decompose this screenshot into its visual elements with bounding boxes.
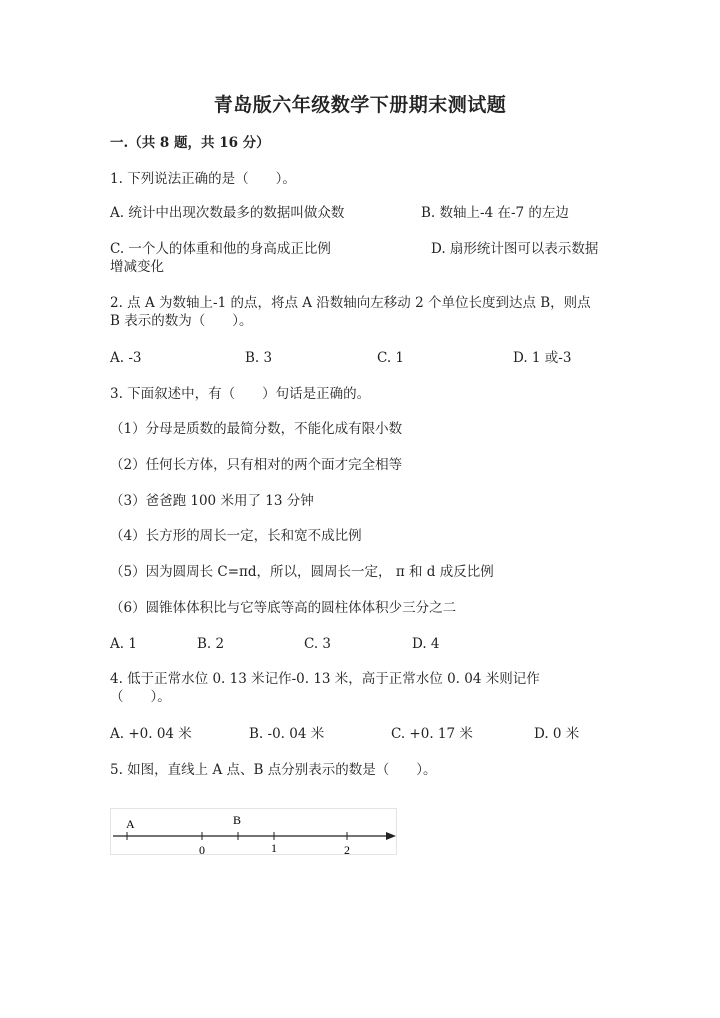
q3-option-a: A. 1 — [110, 636, 137, 652]
q2-option-b: B. 3 — [245, 350, 273, 366]
section-header: 一.（共 8 题，共 16 分） — [110, 135, 270, 151]
q3-statement-4: （4）长方形的周长一定，长和宽不成比例 — [110, 528, 362, 544]
label-b: B — [233, 813, 242, 827]
arrow-head-icon — [386, 832, 396, 840]
q4-option-d: D. 0 米 — [534, 726, 580, 742]
tick-label-0: 0 — [199, 843, 205, 857]
number-line-figure — [110, 808, 400, 862]
number-line-svg — [110, 808, 400, 858]
page-title: 青岛版六年级数学下册期末测试题 — [213, 94, 507, 116]
q3-option-c: C. 3 — [304, 636, 332, 652]
q1-option-c: C. 一个人的体重和他的身高成正比例 — [110, 241, 331, 257]
label-a: A — [126, 817, 135, 831]
q3-option-b: B. 2 — [197, 636, 225, 652]
q3-statement-1: （1）分母是质数的最简分数，不能化成有限小数 — [110, 421, 403, 437]
q2-stem-line1: 2. 点 A 为数轴上-1 的点，将点 A 沿数轴向左移动 2 个单位长度到达点 B，则点 — [110, 295, 591, 311]
q1-option-d: D. 扇形统计图可以表示数据 — [431, 241, 599, 257]
q3-stem: 3. 下面叙述中，有（ ）句话是正确的。 — [110, 386, 371, 402]
q1-option-d-cont: 增减变化 — [110, 259, 164, 275]
q4-stem-line2: （ ）。 — [110, 689, 171, 705]
q2-stem-line2: B 表示的数为（ ）。 — [110, 313, 253, 329]
tick-label-1: 1 — [271, 841, 277, 855]
q4-option-c: C. +0. 17 米 — [391, 726, 473, 742]
q3-statement-6: （6）圆锥体体积比与它等底等高的圆柱体体积少三分之二 — [110, 600, 457, 616]
tick-label-2: 2 — [344, 843, 350, 857]
q3-statement-5: （5）因为圆周长 C=πd，所以，圆周长一定， π 和 d 成反比例 — [110, 564, 494, 580]
q3-option-d: D. 4 — [412, 636, 440, 652]
q1-option-b: B. 数轴上-4 在-7 的左边 — [421, 205, 569, 221]
q3-statement-3: （3）爸爸跑 100 米用了 13 分钟 — [110, 493, 314, 509]
q4-option-b: B. -0. 04 米 — [249, 726, 325, 742]
q4-option-a: A. +0. 04 米 — [110, 726, 192, 742]
q2-option-d: D. 1 或-3 — [513, 350, 572, 366]
q5-stem: 5. 如图，直线上 A 点、B 点分别表示的数是（ ）。 — [110, 762, 437, 778]
q2-option-a: A. -3 — [110, 350, 142, 366]
q1-stem: 1. 下列说法正确的是（ ）。 — [110, 171, 296, 187]
q4-stem-line1: 4. 低于正常水位 0. 13 米记作-0. 13 米，高于正常水位 0. 04 米则记作 — [110, 671, 540, 687]
q3-statement-2: （2）任何长方体，只有相对的两个面才完全相等 — [110, 457, 403, 473]
q2-option-c: C. 1 — [377, 350, 405, 366]
figure-frame — [111, 809, 397, 855]
q1-option-a: A. 统计中出现次数最多的数据叫做众数 — [110, 205, 345, 221]
